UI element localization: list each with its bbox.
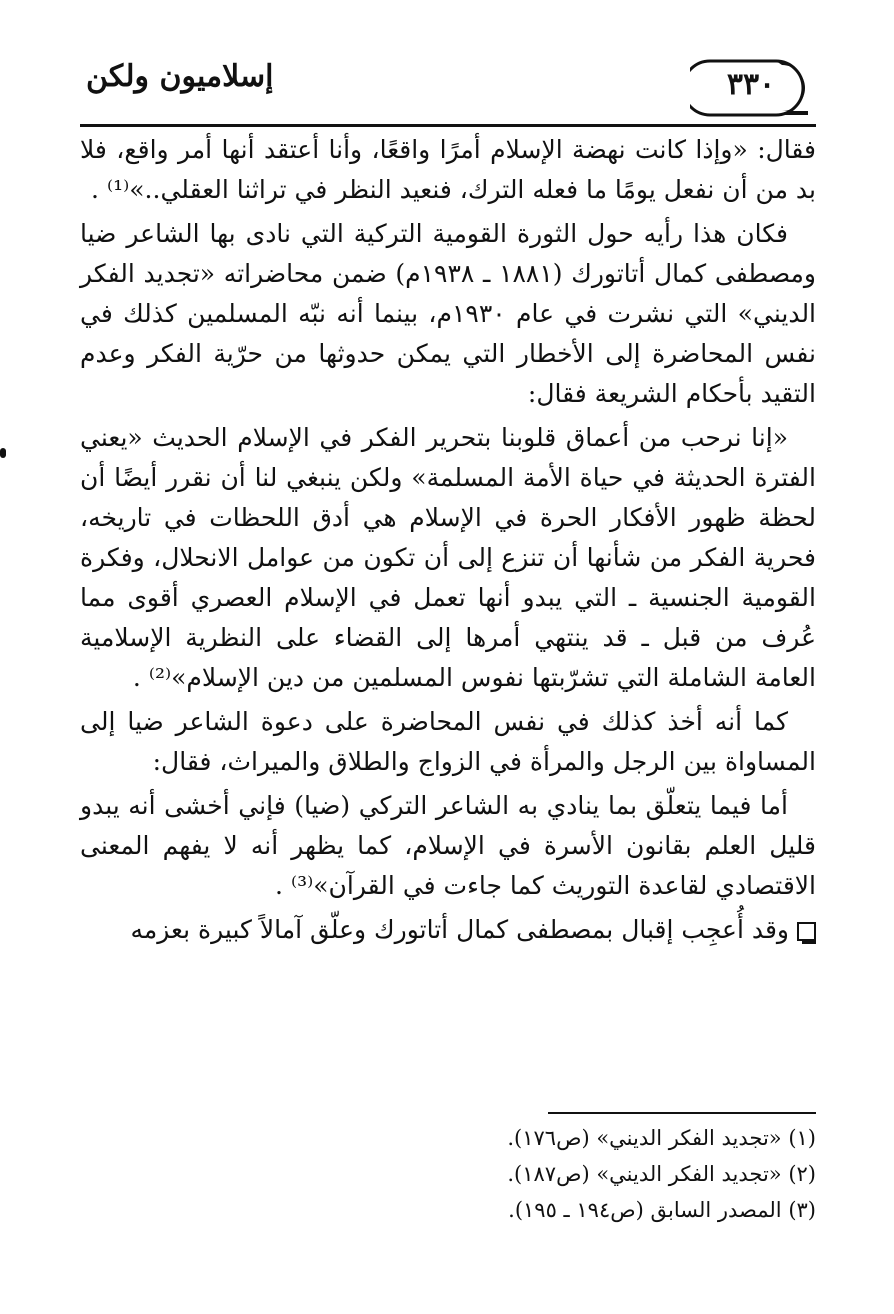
paragraph: فقال: «وإذا كانت نهضة الإسلام أمرًا واقعًا، وأنا أعتقد أنها أمر واقع، فلا بد من أن نفعل يومًا ما فعله الترك، فنعيد النظر في تراثنا العقلي..»⁽¹⁾ .	[80, 135, 816, 204]
footnote: (٢) «تجديد الفكر الديني» (ص١٨٧).	[507, 1162, 816, 1186]
main-text	[80, 130, 816, 954]
paragraph: فكان هذا رأيه حول الثورة القومية التركية التي نادى بها الشاعر ضيا ومصطفى كمال أتاتورك (١٨٨١ ـ ١٩٣٨م) ضمن محاضراته «تجديد الفكر الديني» التي نشرت في عام ١٩٣٠م، بينما أنه نبّه المسلمين كذلك في نفس المحاضرة إلى الأخطار التي يمكن حدوثها من حرّية الفكر وعدم التقيد بأحكام الشريعة فقال:	[80, 219, 817, 408]
paragraph: كما أنه أخذ كذلك في نفس المحاضرة على دعوة الشاعر ضيا إلى المساواة بين الرجل والمرأة في الزواج والطلاق والميراث، فقال:	[80, 707, 816, 776]
page-header	[80, 55, 816, 135]
running-title: إسلاميون ولكن	[86, 59, 274, 94]
section-paragraph	[80, 910, 816, 950]
page-number-badge	[690, 55, 816, 121]
paragraph: أما فيما يتعلّق بما ينادي به الشاعر التركي (ضيا) فإني أخشى أنه يبدو قليل العلم بقانون الأسرة في الإسلام، كما يظهر أنه لا يفهم المعنى الاقتصادي لقاعدة التوريث كما جاءت في القرآن»⁽³⁾ .	[80, 791, 816, 900]
section-box-icon	[797, 922, 816, 941]
footnote: (٣) المصدر السابق (ص١٩٤ ـ ١٩٥).	[508, 1198, 816, 1222]
quote-paragraph: «إنا نرحب من أعماق قلوبنا بتحرير الفكر في الإسلام الحديث «يعني الفترة الحديثة في حياة الأمة المسلمة» ولكن ينبغي لنا أن نقرر أيضًا أن لحظة ظهور الأفكار الحرة في الإسلام هي أدق اللحظات في تاريخه، فحرية الفكر من شأنها أن تنزع إلى أن تكون من عوامل الانحلال، وفكرة القومية الجنسية ـ التي يبدو أنها تعمل في الإسلام العصري أقوى مما عُرف من قبل ـ قد ينتهي أمرها إلى القضاء على النظرية الإسلامية العامة الشاملة التي تشرّبتها نفوس المسلمين من دين الإسلام»⁽²⁾ .	[80, 423, 816, 692]
section-paragraph-text: وقد أُعجِب إقبال بمصطفى كمال أتاتورك وعلّق آمالاً كبيرة بعزمه	[130, 915, 789, 944]
header-rule	[80, 124, 816, 127]
footnote-rule	[548, 1112, 816, 1114]
footnotes	[80, 1120, 816, 1228]
margin-mark	[0, 448, 6, 458]
footnote: (١) «تجديد الفكر الديني» (ص١٧٦).	[507, 1126, 816, 1150]
page-number: ٣٣٠	[726, 67, 776, 102]
